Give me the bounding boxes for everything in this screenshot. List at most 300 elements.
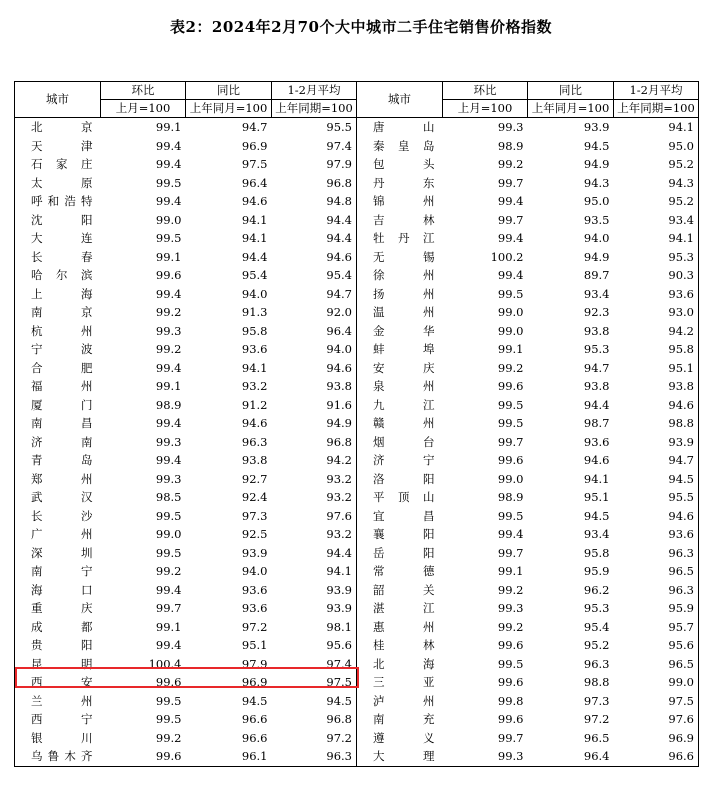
yoy-cell: 94.0	[241, 564, 268, 578]
yoy-cell: 97.5	[241, 157, 268, 171]
city-cell: 西宁	[15, 710, 101, 729]
avg-cell: 95.1	[614, 359, 699, 378]
yoy-cell: 93.9	[583, 120, 610, 134]
avg-cell: 93.9	[272, 581, 357, 600]
mom-cell: 99.0	[497, 471, 524, 486]
avg-cell: 94.7	[272, 285, 357, 304]
city-cell: 徐州	[357, 266, 443, 285]
mom-cell: 99.4	[155, 360, 182, 375]
mom-cell: 99.2	[155, 564, 182, 578]
mom-cell: 99.1	[155, 120, 182, 134]
avg-cell: 95.9	[614, 599, 699, 618]
yoy-cell: 94.6	[241, 194, 268, 208]
mom-cell: 99.3	[155, 323, 182, 338]
city-cell: 贵阳	[15, 636, 101, 655]
mom-cell: 98.5	[155, 490, 182, 504]
avg-cell: 94.6	[614, 507, 699, 526]
avg-cell: 95.7	[614, 618, 699, 637]
table-row	[15, 377, 699, 396]
avg-cell: 97.2	[272, 729, 357, 748]
yoy-cell: 98.7	[583, 416, 610, 430]
mom-cell: 99.2	[497, 360, 524, 375]
yoy-cell: 96.3	[241, 434, 268, 449]
city-cell: 大连	[15, 229, 101, 248]
mom-cell: 99.6	[155, 268, 182, 282]
city-cell: 无锡	[357, 248, 443, 267]
city-cell: 昆明	[15, 655, 101, 674]
avg-cell: 92.0	[272, 303, 357, 322]
yoy-cell: 96.4	[528, 747, 614, 766]
avg-cell: 94.9	[272, 414, 357, 433]
mom-cell: 99.2	[497, 619, 524, 634]
mom-cell: 99.5	[497, 508, 524, 523]
avg-cell: 94.1	[614, 118, 699, 137]
yoy-cell: 94.7	[583, 360, 610, 375]
yoy-cell: 93.4	[583, 527, 610, 541]
table-row	[15, 174, 699, 193]
mom-cell: 98.9	[155, 397, 182, 412]
yoy-column-header: 同比	[186, 82, 272, 100]
avg-cell: 95.5	[614, 488, 699, 507]
yoy-cell: 96.9	[241, 675, 268, 689]
mom-cell: 99.2	[155, 305, 182, 319]
city-cell: 韶关	[357, 581, 443, 600]
table-row	[15, 581, 699, 600]
table-row	[15, 266, 699, 285]
yoy-cell: 93.6	[241, 601, 268, 615]
city-cell: 厦门	[15, 396, 101, 415]
city-cell: 长春	[15, 248, 101, 267]
avg-cell: 94.2	[614, 322, 699, 341]
yoy-cell: 93.6	[241, 582, 268, 597]
yoy-cell: 92.5	[241, 527, 268, 541]
table-row	[15, 507, 699, 526]
table-row	[15, 655, 699, 674]
avg-cell: 97.6	[614, 710, 699, 729]
city-cell: 蚌埠	[357, 340, 443, 359]
mom-cell: 99.4	[497, 527, 524, 541]
mom-cell: 99.6	[497, 379, 524, 393]
avg-cell: 97.4	[272, 655, 357, 674]
city-cell: 丹东	[357, 174, 443, 193]
city-cell: 扬州	[357, 285, 443, 304]
table-row	[15, 155, 699, 174]
avg-cell: 93.0	[614, 303, 699, 322]
table-header	[15, 82, 699, 118]
yoy-cell: 96.4	[241, 175, 268, 190]
yoy-cell: 94.1	[241, 360, 268, 375]
city-cell: 唐山	[357, 118, 443, 137]
avg-cell: 95.2	[614, 155, 699, 174]
yoy-cell: 94.5	[583, 508, 610, 523]
city-cell: 合肥	[15, 359, 101, 378]
mom-cell: 99.7	[497, 545, 524, 560]
avg-cell: 93.9	[272, 599, 357, 618]
avg-cell: 96.5	[614, 655, 699, 674]
avg-cell: 94.5	[272, 692, 357, 711]
city-cell: 哈尔滨	[15, 266, 101, 285]
avg-cell: 97.5	[272, 673, 357, 692]
city-cell: 青岛	[15, 451, 101, 470]
avg-cell: 93.8	[614, 377, 699, 396]
mom-cell: 99.5	[155, 231, 182, 245]
avg-cell: 95.3	[614, 248, 699, 267]
city-cell: 锦州	[357, 192, 443, 211]
mom-cell: 99.4	[155, 157, 182, 171]
city-cell: 海口	[15, 581, 101, 600]
avg-cell: 94.4	[272, 544, 357, 563]
table-row	[15, 710, 699, 729]
city-cell: 南充	[357, 710, 443, 729]
yoy-cell: 93.6	[241, 342, 268, 356]
yoy-cell: 94.1	[241, 231, 268, 245]
mom-cell: 99.7	[497, 730, 524, 745]
avg-cell: 95.6	[272, 636, 357, 655]
avg-cell: 97.4	[272, 137, 357, 156]
mom-cell: 99.4	[497, 268, 524, 282]
yoy-cell: 94.5	[241, 693, 268, 708]
avg-cell: 93.6	[614, 285, 699, 304]
city-cell: 南昌	[15, 414, 101, 433]
city-cell: 武汉	[15, 488, 101, 507]
yoy-cell: 96.6	[241, 712, 268, 726]
mom-column-header: 环比	[443, 82, 528, 100]
city-cell: 北京	[15, 118, 101, 137]
table-row	[15, 118, 699, 137]
city-cell: 湛江	[357, 599, 443, 618]
mom-column-header: 环比	[101, 82, 186, 100]
yoy-cell: 97.2	[241, 619, 268, 634]
yoy-cell: 95.2	[583, 638, 610, 652]
yoy-cell: 95.1	[241, 638, 268, 652]
mom-cell: 99.4	[155, 582, 182, 597]
yoy-cell: 93.5	[583, 212, 610, 227]
avg-cell: 95.0	[614, 137, 699, 156]
yoy-cell: 95.3	[583, 342, 610, 356]
avg-base-label: 上年同期=100	[614, 100, 699, 118]
yoy-cell: 93.2	[241, 379, 268, 393]
yoy-cell: 89.7	[583, 268, 610, 282]
mom-cell: 100.4	[148, 656, 182, 671]
mom-base-label: 上月=100	[443, 100, 528, 118]
yoy-cell: 93.8	[241, 453, 268, 467]
yoy-cell: 96.6	[241, 730, 268, 745]
yoy-cell: 91.3	[241, 305, 268, 319]
yoy-cell: 97.9	[241, 656, 268, 671]
yoy-cell: 96.2	[583, 582, 610, 597]
yoy-cell: 94.6	[241, 416, 268, 430]
city-cell: 长沙	[15, 507, 101, 526]
city-cell: 赣州	[357, 414, 443, 433]
yoy-cell: 98.8	[583, 675, 610, 689]
table-row	[15, 618, 699, 637]
city-cell: 天津	[15, 137, 101, 156]
yoy-cell: 92.4	[241, 490, 268, 504]
mom-cell: 99.0	[497, 305, 524, 319]
avg-cell: 96.3	[272, 747, 357, 766]
yoy-cell: 94.1	[583, 471, 610, 486]
avg-cell: 94.6	[614, 396, 699, 415]
avg-cell: 93.9	[614, 433, 699, 452]
city-cell: 包头	[357, 155, 443, 174]
table-row	[15, 396, 699, 415]
city-cell: 济宁	[357, 451, 443, 470]
yoy-cell: 95.0	[583, 194, 610, 208]
avg-cell: 95.2	[614, 192, 699, 211]
city-cell: 桂林	[357, 636, 443, 655]
avg-base-label: 上年同期=100	[272, 100, 357, 118]
city-cell: 太原	[15, 174, 101, 193]
yoy-cell: 95.9	[583, 564, 610, 578]
avg-cell: 94.8	[272, 192, 357, 211]
city-cell: 泸州	[357, 692, 443, 711]
mom-cell: 99.7	[497, 212, 524, 227]
yoy-cell: 94.7	[241, 120, 268, 134]
avg-cell: 96.8	[272, 433, 357, 452]
avg-cell: 95.6	[614, 636, 699, 655]
table-row	[15, 340, 699, 359]
city-cell: 宜昌	[357, 507, 443, 526]
mom-cell: 99.5	[497, 656, 524, 671]
mom-cell: 99.4	[155, 138, 182, 153]
mom-cell: 99.6	[155, 675, 182, 689]
yoy-cell: 95.8	[583, 545, 610, 560]
yoy-cell: 94.5	[583, 138, 610, 153]
mom-cell: 99.2	[497, 582, 524, 597]
table-row	[15, 192, 699, 211]
avg-cell: 96.8	[272, 174, 357, 193]
yoy-cell: 91.2	[241, 397, 268, 412]
city-cell: 兰州	[15, 692, 101, 711]
mom-cell: 99.6	[497, 712, 524, 726]
city-cell: 南京	[15, 303, 101, 322]
mom-cell: 99.5	[497, 397, 524, 412]
mom-cell: 99.3	[155, 434, 182, 449]
mom-cell: 98.9	[497, 490, 524, 504]
avg-cell: 96.4	[272, 322, 357, 341]
avg-cell: 94.3	[614, 174, 699, 193]
mom-base-label: 上月=100	[101, 100, 186, 118]
mom-cell: 99.5	[155, 545, 182, 560]
city-cell: 惠州	[357, 618, 443, 637]
avg-cell: 99.0	[614, 673, 699, 692]
table-row	[15, 673, 699, 692]
mom-cell: 98.9	[497, 138, 524, 153]
avg-cell: 98.1	[272, 618, 357, 637]
yoy-cell: 95.3	[583, 601, 610, 615]
yoy-cell: 95.1	[583, 490, 610, 504]
avg-cell: 90.3	[614, 266, 699, 285]
mom-cell: 99.5	[155, 693, 182, 708]
mom-cell: 99.4	[155, 286, 182, 301]
city-column-header: 城市	[357, 82, 443, 118]
mom-cell: 99.1	[497, 342, 524, 356]
city-cell: 郑州	[15, 470, 101, 489]
city-cell: 沈阳	[15, 211, 101, 230]
avg-cell: 93.2	[272, 470, 357, 489]
yoy-cell: 96.3	[583, 656, 610, 671]
avg-cell: 96.8	[272, 710, 357, 729]
mom-cell: 99.0	[155, 212, 182, 227]
mom-cell: 99.5	[155, 508, 182, 523]
city-cell: 秦皇岛	[357, 137, 443, 156]
city-cell: 平顶山	[357, 488, 443, 507]
avg-cell: 91.6	[272, 396, 357, 415]
avg-cell: 94.4	[272, 211, 357, 230]
yoy-cell: 93.8	[583, 323, 610, 338]
city-cell: 宁波	[15, 340, 101, 359]
mom-cell: 99.1	[155, 619, 182, 634]
yoy-cell: 94.4	[583, 397, 610, 412]
mom-cell: 99.3	[443, 747, 528, 766]
avg-cell: 94.7	[614, 451, 699, 470]
avg-cell: 96.6	[614, 747, 699, 766]
yoy-cell: 97.2	[583, 712, 610, 726]
city-cell: 遵义	[357, 729, 443, 748]
yoy-cell: 93.8	[583, 379, 610, 393]
yoy-cell: 92.7	[241, 471, 268, 486]
table-row	[15, 285, 699, 304]
yoy-cell: 96.5	[583, 730, 610, 745]
mom-cell: 99.7	[155, 601, 182, 615]
avg-cell: 94.2	[272, 451, 357, 470]
mom-cell: 99.2	[497, 157, 524, 171]
yoy-column-header: 同比	[528, 82, 614, 100]
city-cell: 泉州	[357, 377, 443, 396]
yoy-cell: 94.1	[241, 212, 268, 227]
city-cell: 九江	[357, 396, 443, 415]
avg-cell: 93.2	[272, 488, 357, 507]
city-cell: 广州	[15, 525, 101, 544]
avg-cell: 98.8	[614, 414, 699, 433]
avg-cell: 94.1	[272, 562, 357, 581]
table-body	[15, 118, 699, 767]
city-cell: 杭州	[15, 322, 101, 341]
table-row	[15, 322, 699, 341]
city-cell: 金华	[357, 322, 443, 341]
mom-cell: 99.4	[155, 638, 182, 652]
yoy-cell: 95.4	[583, 619, 610, 634]
mom-cell: 99.3	[155, 471, 182, 486]
city-cell: 济南	[15, 433, 101, 452]
mom-cell: 99.3	[497, 120, 524, 134]
avg-cell: 93.4	[614, 211, 699, 230]
avg-cell: 95.8	[614, 340, 699, 359]
table-row	[15, 747, 699, 766]
city-cell: 温州	[357, 303, 443, 322]
table-row	[15, 229, 699, 248]
mom-cell: 99.5	[497, 416, 524, 430]
price-index-table	[14, 81, 699, 767]
mom-cell: 99.6	[497, 675, 524, 689]
table-row	[15, 248, 699, 267]
yoy-cell: 94.9	[583, 249, 610, 264]
mom-cell: 99.4	[497, 231, 524, 245]
city-cell: 牡丹江	[357, 229, 443, 248]
yoy-cell: 93.9	[241, 545, 268, 560]
city-cell: 福州	[15, 377, 101, 396]
avg-cell: 96.3	[614, 581, 699, 600]
table-row	[15, 470, 699, 489]
city-cell: 深圳	[15, 544, 101, 563]
mom-cell: 99.6	[497, 638, 524, 652]
table-row	[15, 451, 699, 470]
city-cell: 烟台	[357, 433, 443, 452]
city-column-header: 城市	[15, 82, 101, 118]
mom-cell: 99.1	[155, 249, 182, 264]
mom-cell: 99.5	[155, 712, 182, 726]
table-row	[15, 303, 699, 322]
city-cell: 呼和浩特	[15, 192, 101, 211]
mom-cell: 99.6	[101, 747, 186, 766]
mom-cell: 99.4	[155, 453, 182, 467]
mom-cell: 99.1	[497, 564, 524, 578]
table-row	[15, 359, 699, 378]
table-row	[15, 433, 699, 452]
mom-cell: 99.7	[497, 175, 524, 190]
city-cell: 西安	[15, 673, 101, 692]
yoy-cell: 94.6	[583, 453, 610, 467]
mom-cell: 99.5	[497, 286, 524, 301]
avg-cell: 96.9	[614, 729, 699, 748]
city-cell: 大理	[357, 747, 443, 766]
yoy-cell: 97.3	[241, 508, 268, 523]
table-row	[15, 211, 699, 230]
city-cell: 重庆	[15, 599, 101, 618]
avg-cell: 94.6	[272, 248, 357, 267]
yoy-cell: 96.1	[186, 747, 272, 766]
mom-cell: 99.4	[155, 194, 182, 208]
table-row	[15, 692, 699, 711]
mom-cell: 99.7	[497, 434, 524, 449]
table-row	[15, 729, 699, 748]
city-cell: 石家庄	[15, 155, 101, 174]
yoy-cell: 94.3	[583, 175, 610, 190]
city-cell: 上海	[15, 285, 101, 304]
avg-cell: 95.5	[272, 118, 357, 137]
city-cell: 乌鲁木齐	[15, 747, 101, 766]
avg-cell: 93.8	[272, 377, 357, 396]
avg-cell: 97.6	[272, 507, 357, 526]
mom-cell: 100.2	[490, 249, 524, 264]
avg-cell: 93.6	[614, 525, 699, 544]
table-row	[15, 488, 699, 507]
city-cell: 南宁	[15, 562, 101, 581]
table-row	[15, 137, 699, 156]
table-title: 表2：2024年2月70个大中城市二手住宅销售价格指数	[170, 18, 552, 36]
avg-cell: 93.2	[272, 525, 357, 544]
avg-cell: 94.5	[614, 470, 699, 489]
yoy-cell: 97.3	[583, 693, 610, 708]
yoy-base-label: 上年同月=100	[186, 100, 272, 118]
avg-cell: 97.9	[272, 155, 357, 174]
mom-cell: 99.0	[155, 527, 182, 541]
yoy-cell: 93.4	[583, 286, 610, 301]
avg-cell: 94.0	[272, 340, 357, 359]
table-row	[15, 562, 699, 581]
city-cell: 洛阳	[357, 470, 443, 489]
table-row	[15, 544, 699, 563]
city-cell: 三亚	[357, 673, 443, 692]
yoy-cell: 94.0	[583, 231, 610, 245]
avg-cell: 94.4	[272, 229, 357, 248]
city-cell: 银川	[15, 729, 101, 748]
yoy-cell: 95.4	[241, 268, 268, 282]
city-cell: 安庆	[357, 359, 443, 378]
yoy-cell: 94.0	[241, 286, 268, 301]
table-row	[15, 525, 699, 544]
mom-cell: 99.4	[155, 416, 182, 430]
